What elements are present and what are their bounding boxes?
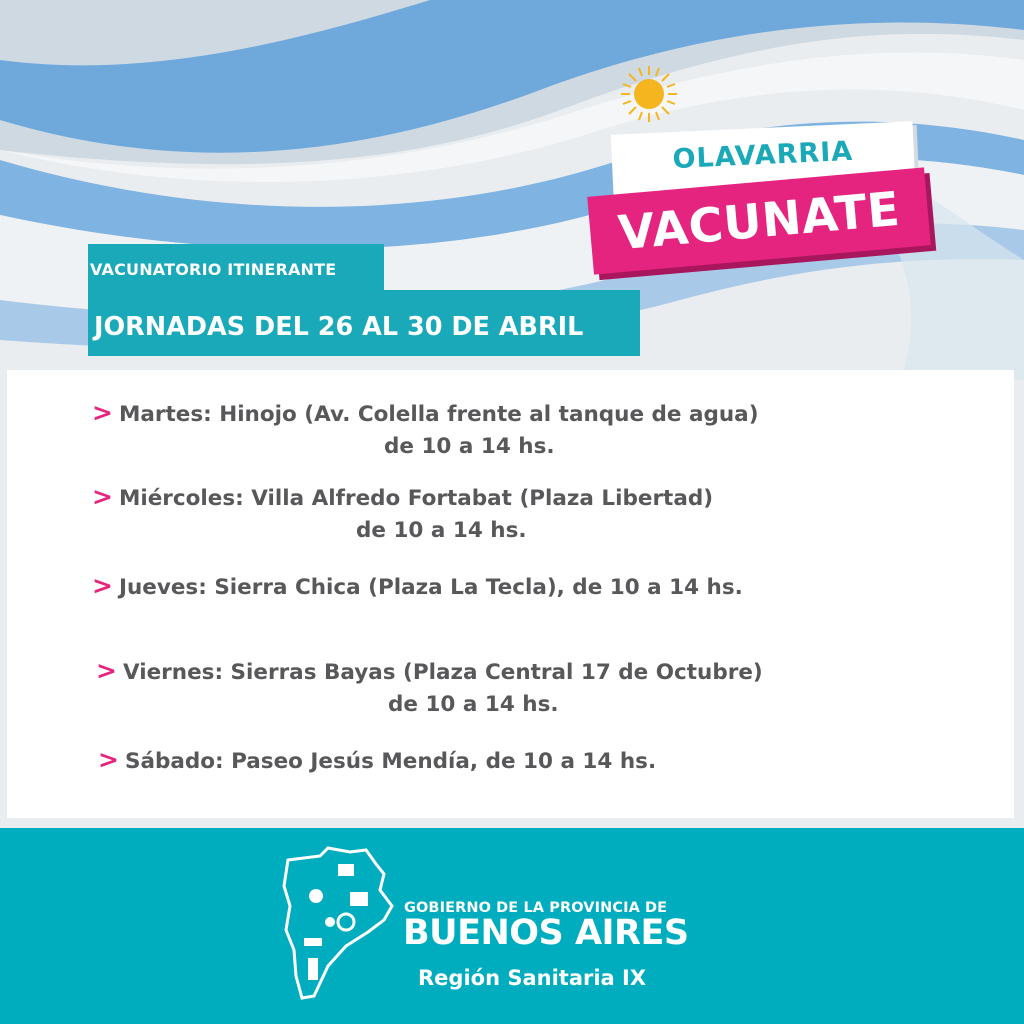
schedule-item-text: Sábado: Paseo Jesús Mendía, de 10 a 14 hs. [124, 749, 657, 774]
province-map-logo-icon [280, 846, 396, 1000]
arrow-bullet-icon: > [98, 745, 119, 774]
arrow-bullet-icon: > [96, 656, 117, 685]
schedule-item-hours: de 10 a 14 hs. [356, 518, 527, 543]
gov-line-2: BUENOS AIRES [403, 913, 689, 953]
schedule-item [92, 398, 759, 427]
arrow-bullet-icon: > [92, 571, 113, 600]
schedule-item-text: Viernes: Sierras Bayas (Plaza Central 17 de Octubre) [122, 660, 763, 685]
schedule-item [92, 571, 743, 600]
badge-vacunate-label: VACUNATE [615, 181, 903, 262]
schedule-item-text: Jueves: Sierra Chica (Plaza La Tecla), de 10 a 14 hs. [118, 575, 743, 600]
tag-jornadas: JORNADAS DEL 26 AL 30 DE ABRIL [88, 290, 640, 356]
schedule-item-text: Martes: Hinojo (Av. Colella frente al tanque de agua) [118, 402, 759, 427]
arrow-bullet-icon: > [92, 398, 113, 427]
schedule-item-text: Miércoles: Villa Alfredo Fortabat (Plaza Libertad) [118, 486, 714, 511]
sun-icon [621, 66, 677, 122]
schedule-item [98, 745, 656, 774]
schedule-item [96, 656, 763, 685]
tag-vacunatorio: VACUNATORIO ITINERANTE [88, 244, 384, 290]
arrow-bullet-icon: > [92, 482, 113, 511]
region-label: Región Sanitaria IX [418, 966, 647, 990]
schedule-item-hours: de 10 a 14 hs. [384, 434, 555, 459]
badge-city-label: OLAVARRIA [671, 135, 854, 176]
schedule-item [92, 482, 713, 511]
gov-line-1: GOBIERNO DE LA PROVINCIA DE [404, 900, 668, 916]
schedule-item-hours: de 10 a 14 hs. [388, 692, 559, 717]
